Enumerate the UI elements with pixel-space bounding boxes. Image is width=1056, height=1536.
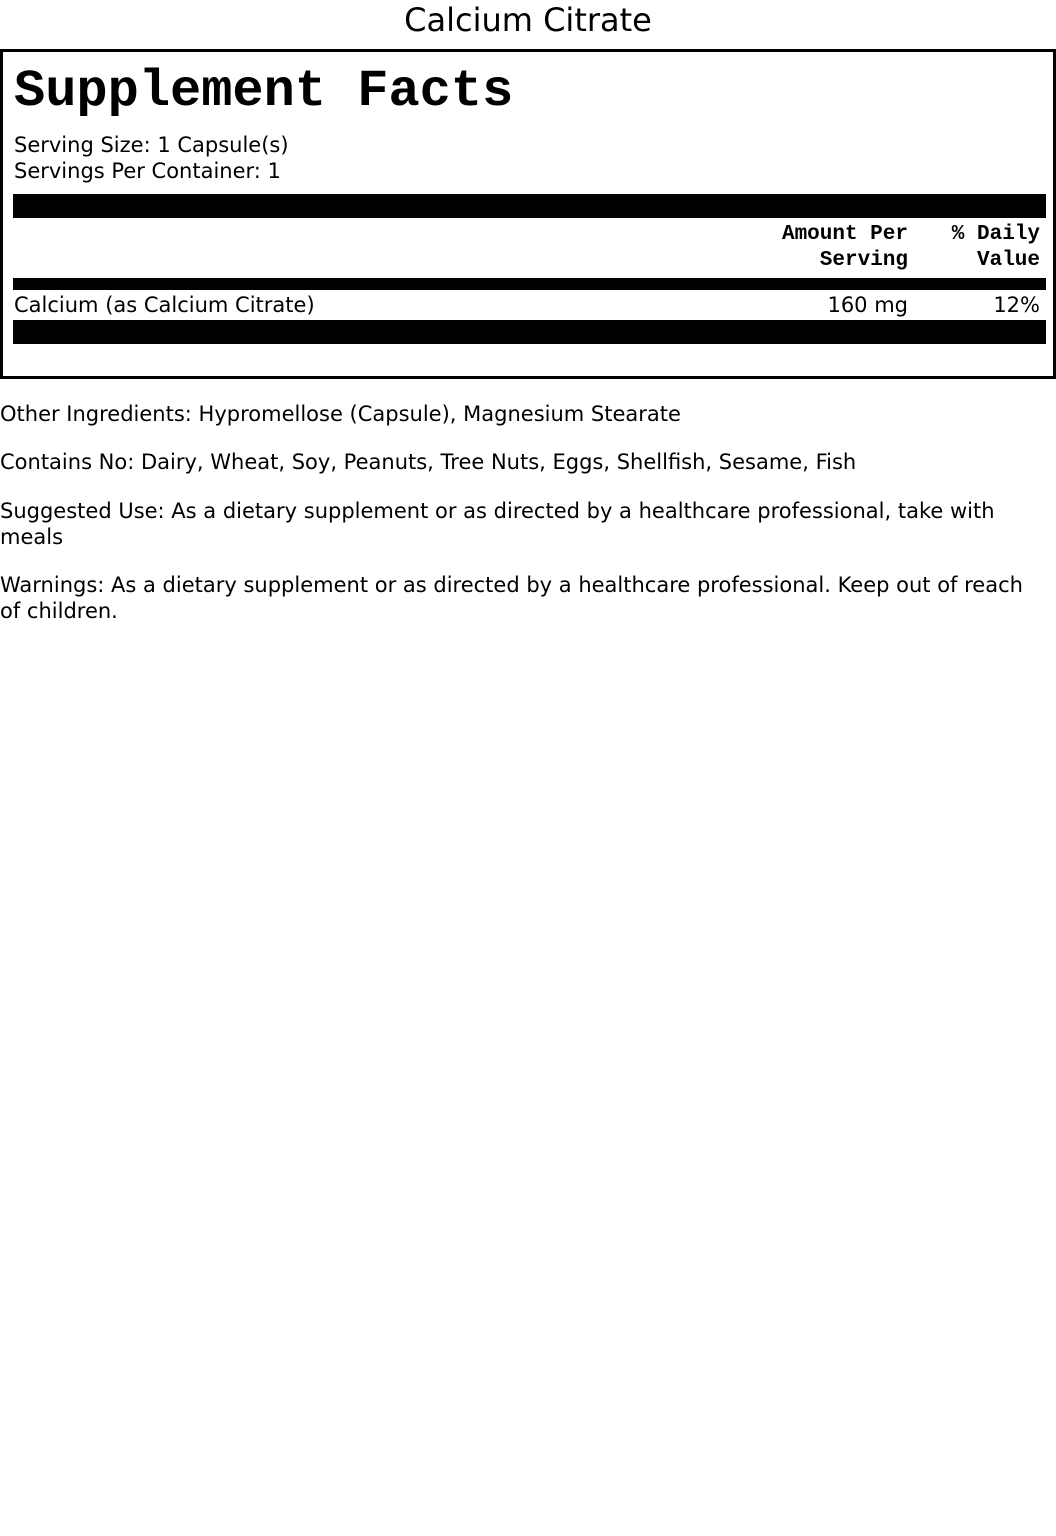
supplement-facts-heading: Supplement Facts (14, 62, 514, 121)
servings-per-container: Servings Per Container: 1 (14, 159, 281, 183)
warnings: Warnings: As a dietary supplement or as directed by a healthcare professional. Keep out of reach of children. (0, 573, 1023, 623)
dv-header-line1: % Daily (951, 223, 1040, 246)
dv-header-line2: Value (976, 249, 1040, 272)
thick-divider-bottom (13, 320, 1046, 344)
supplement-facts-panel (0, 49, 1056, 379)
allergen-statement: Contains No: Dairy, Wheat, Soy, Peanuts, Tree Nuts, Eggs, Shellfish, Sesame, Fish (0, 450, 857, 474)
serving-size: Serving Size: 1 Capsule(s) (14, 133, 289, 157)
other-ingredients: Other Ingredients: Hypromellose (Capsule), Magnesium Stearate (0, 402, 681, 426)
amount-per-serving-header (708, 222, 908, 274)
nutrient-daily-value: 12% (993, 293, 1040, 317)
daily-value-header (910, 222, 1040, 274)
thick-divider (13, 194, 1046, 218)
nutrient-name: Calcium (as Calcium Citrate) (14, 293, 315, 317)
nutrient-amount: 160 mg (827, 293, 908, 317)
amount-header-line1: Amount Per (781, 223, 908, 246)
suggested-use: Suggested Use: As a dietary supplement or as directed by a healthcare professional, take with meals (0, 499, 995, 549)
amount-header-line2: Serving (819, 249, 908, 272)
medium-divider (13, 278, 1046, 290)
product-title: Calcium Citrate (404, 1, 652, 39)
